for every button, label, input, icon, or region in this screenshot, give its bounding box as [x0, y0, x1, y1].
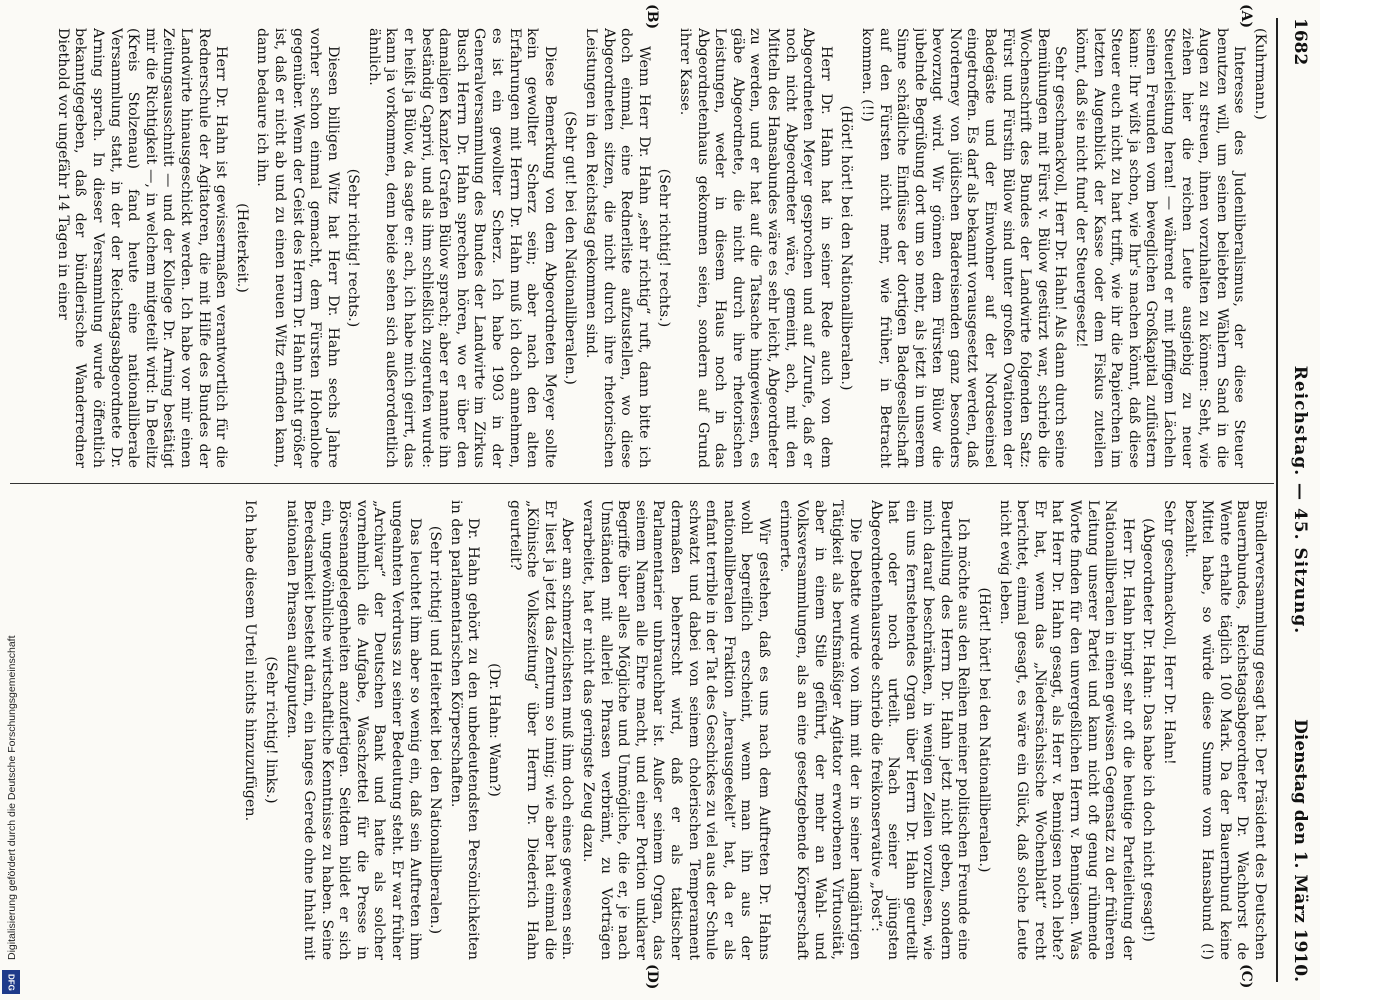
paragraph: Wir gestehen, daß es uns nach dem Auftreten Dr. Hahns wohl begreiflich erscheint, wenn man ihn aus der nationalliberalen Fraktion „herausgeekelt“ hat, da er als enfant terrible in der Tat des Geschickes zu viel aus der Schule schwatzt und dabei von seinem cholerischen Temperament dermaßen beherrscht wird, daß er als taktischer Parlamentarier unbrauchbar ist. Außer seinem Organ, das seinem Namen alle Ehre macht, und einer Portion unklarer Begriffe über alles Mögliche und Unmögliche, die er, je nach Umständen mit allerlei Phrasen verbrämt, zu Vorträgen verarbeitet, hat er nicht das geringste Zeug dazu.: [580, 500, 772, 960]
paragraph: Das leuchtet ihm aber so wenig ein, daß sein Auftreten ihm ungeahnten Verdruss zu seiner Bedeutung steht. Er war früher „Archivar“ der Deutschen Bank und hatte als solcher vornehmlich die Aufgabe, Waschzettel für die Presse in Börsenangelegenheiten anzufertigen. Seitdem bildet er sich ein, ungewöhnliche wirtschaftliche Kenntnisse zu haben. Seine Beredsamkeit besteht darin, ein langes Gerede ohne Inhalt mit nationalen Phrasen aufzuputzen.: [283, 500, 423, 960]
credit-text: Digitalisierung gefördert durch die Deutsche Forschungsgemeinschaft: [6, 635, 18, 960]
paragraph: (Hört! hört! bei den Nationalliberalen.): [976, 587, 993, 873]
margin-mark-b: (B): [644, 4, 660, 30]
paragraph: (Kuhrmann.): [1252, 28, 1268, 120]
digitization-credit: [2, 392, 24, 992]
paragraph: Diese Bemerkung von dem Abgeordneten Meyer sollte kein gewollter Scherz sein; aber nach den alten Erfahrungen mit Herrn Dr. Hahn muß ich doch annehmen, es ist ein gewollter Scherz. Ich habe 1903 in der Generalversammlung des Bundes der Landwirte im Zirkus Busch Herrn Dr. Hahn sprechen hören, wo er über den damaligen Kanzler Grafen Bülow sprach; aber er nannte ihn beständig Caprivi, und als ihm schließlich zugerufen wurde: er heißt ja Bülow, da sagte er: ach, ich habe mich geirrt, das kann ja vorkommen, denn beide sehen sich außerordentlich ähnlich.: [365, 28, 558, 468]
paragraph: (Abgeordneter Dr. Hahn: Das habe ich doch nicht gesagt!): [1140, 518, 1157, 942]
page-header: [1272, 18, 1312, 982]
paragraph: (Hört! hört! bei den Nationalliberalen.): [838, 105, 855, 391]
paragraph: (Sehr gut! bei den Nationalliberalen.): [562, 111, 579, 385]
paragraph: Sehr geschmackvoll, Herr Dr. Hahn! Als dann durch seine Bemühungen mit Fürst v. Bülow gestürzt war, schrieb die Wochenschrift des Bundes der Landwirte folgenden Satz: Fürst und Fürstin Bülow sind unter großen Ovationen der Badegäste und der Einwohner auf der Nordseeinsel eingetroffen. Es darf als bekannt vorausgesetzt werden, daß Norderney von jüdischen Badereisenden ganz besonders bevorzugt wird. Wir gönnen dem Fürsten Bülow die jubelnde Begrüßung dort um so mehr, als jetzt in unserem Sinne schädliche Einflüsse der dortigen Badegesellschaft auf den Fürsten nicht mehr, wie früher, in Betracht kommen. (!!): [858, 28, 1069, 468]
session-date: Dienstag den 1. März 1910.: [1290, 719, 1310, 982]
paragraph: Diesen billigen Witz hat Herr Dr. Hahn sechs Jahre vorher schon einmal gemacht, dem Fürsten Hohenlohe gegenüber. Wenn der Geist des Herrn Dr. Hahn nicht größer ist, daß er nicht ab und zu einen neuen Witz erfinden kann, dann bedaure ich ihn.: [254, 28, 341, 468]
margin-mark-d: (D): [644, 964, 660, 990]
header-rule: [1276, 18, 1278, 982]
paragraph: (Sehr richtig! links.): [262, 656, 279, 804]
page-number: 1682: [1290, 18, 1310, 66]
paragraph: Ich möchte aus den Reihen meiner politischen Freunde eine Beurteilung des Herrn Dr. Hahn jetzt nicht geben, sondern mich darauf beschränken, in wenigen Zeilen vorzulesen, wie ein uns fernstehendes Organ über Herrn Dr. Hahn geurteilt hat oder noch urteilt. Nach seiner jüngsten Abgeordnetenhausrede schrieb die freikonservative „Post“:: [867, 500, 972, 960]
paragraph: Interesse des Judenliberalismus, der diese Steuer benutzen will, um seinen beliebten Wählern Sand in die Augen zu streuen, ihnen vorzuhalten zu können: Seht, wie ziehen hier die reichen Leute ausgiebig zu neuer Steuerleistung heran! — während er mit pfiffigem Lächeln seinen Freunden vom beweglichen Großkapital zuflüstern kann: Ihr wißt ja schon, wie Ihr's machen könnt, daß diese Steuer euch nicht zu hart trifft, wie ihr die Papierchen im letzten Augenblick der Kasse oder dem Fiskus zuteilen könnt, daß sie nicht fund' der Steuergesetz!: [1073, 28, 1248, 468]
margin-mark-a: (A): [1238, 4, 1254, 29]
margin-mark-c: (C): [1238, 964, 1254, 989]
right-text-column: [12, 500, 1268, 960]
paragraph: (Dr. Hahn: Wann?): [486, 663, 503, 797]
column-divider: [10, 483, 1274, 484]
paragraph: Aber am schmerzlichsten muß ihm doch eines gewesen sein. Er liest ja jetzt das Zentrum so innig; wie aber hat einmal die „Kölnische Volkszeitung“ über Herrn Dr. Diederich Hahn geurteilt?: [506, 500, 576, 960]
dfg-logo-icon: DFG: [2, 970, 20, 994]
paragraph: Ich habe diesem Urteil nichts hinzuzufügen.: [242, 500, 259, 822]
paragraph: Herr Dr. Hahn bringt sehr oft die heutige Parteileitung der Nationalliberalen in einen gewissen Gegensatz zu der früheren Leitung unserer Partei und kann nicht oft genug rühmende Worte finden für den unvergeßlichen Herrn v. Bennigsen. Was hat Herr Dr. Hahn gesagt, als Herr v. Bennigsen noch lebte? Er hat, wenn das „Niedersächsische Wochenblatt“ recht berichtet, einmal gesagt, es wäre ein Glück, daß solche Leute nicht ewig leben.: [996, 500, 1136, 960]
paragraph: Herr Dr. Hahn ist gewissermaßen verantwortlich für die Rednerschule der Agitatoren, die mit Hilfe des Bundes der Landwirte hinausgeschickt werden. Ich habe vor mir einen Zeitungsausschnitt — und der Kollege Dr. Arning bestätigt mir die Richtigkeit —, in welchem mitgeteilt wird: In Beelitz (Kreis Stolzenau) fand heute eine nationalliberale Versammlung statt, in der der Reichstagsabgeordnete Dr. Arning sprach. In dieser Versammlung wurde öffentlich bekanntgegeben, daß der bündlerische Wanderredner Diethold vor ungefähr 14 Tagen in einer: [54, 28, 230, 468]
paragraph: Die Debatte wurde von ihm mit der in seiner langjährigen Tätigkeit als berufsmäßiger Agitator erworbenen Virtuosität, aber in einem Stile geführt, der mehr an Wahl- und Volksversammlungen, als an eine gesetzgebende Körperschaft erinnerte.: [776, 500, 863, 960]
paragraph: Herr Dr. Hahn hat in seiner Rede auch von dem Abgeordneten Meyer gesprochen und auf Zurufe, daß er noch nicht Abgeordneter wäre, gemeint, ach, mit den Mitteln des Hansabundes wäre es sehr leicht, Abgeordneter zu werden, und er hat auf die Tatsache hingewiesen, es gäbe Abgeordnete, die nicht durch ihre rhetorischen Leistungen, weder in diesem Haus noch in das Abgeordnetenhaus gekommen seien, sondern auf Grund ihrer Kasse.: [677, 28, 834, 468]
paragraph: Wenn Herr Dr. Hahn „sehr richtig“ ruft, dann bitte ich doch einmal, eine Rednerliste aufzustellen, wo diese Abgeordneten sitzen, die nicht durch ihre rhetorischen Leistungen in den Reichstag gekommen sind.: [583, 28, 652, 468]
page-title: Reichstag. — 45. Sitzung.: [1290, 365, 1310, 635]
paragraph: (Heiterkeit.): [233, 203, 250, 293]
paragraph: Sehr geschmackvoll, Herr Dr. Hahn!: [1161, 500, 1178, 765]
paragraph: Dr. Hahn gehört zu den unbedeutendsten Persönlichkeiten in den parlamentarischen Körperschaften.: [447, 500, 482, 960]
left-text-column: [12, 28, 1268, 468]
paragraph: (Sehr richtig! rechts.): [345, 168, 362, 328]
paragraph: Bündlerversammlung gesagt hat: Der Präsident des Deutschen Bauernbundes, Reichstagsabgeordneter Dr. Wachhorst de Wente erhalte täglich 100 Mark. Da der Bauernbund keine Mittel habe, so würde diese Summe vom Hansabund (!) bezahlt.: [1181, 500, 1268, 960]
paragraph: (Sehr richtig! und Heiterkeit bei den Nationalliberalen.): [427, 525, 444, 935]
paragraph: (Sehr richtig! rechts.): [656, 168, 673, 328]
